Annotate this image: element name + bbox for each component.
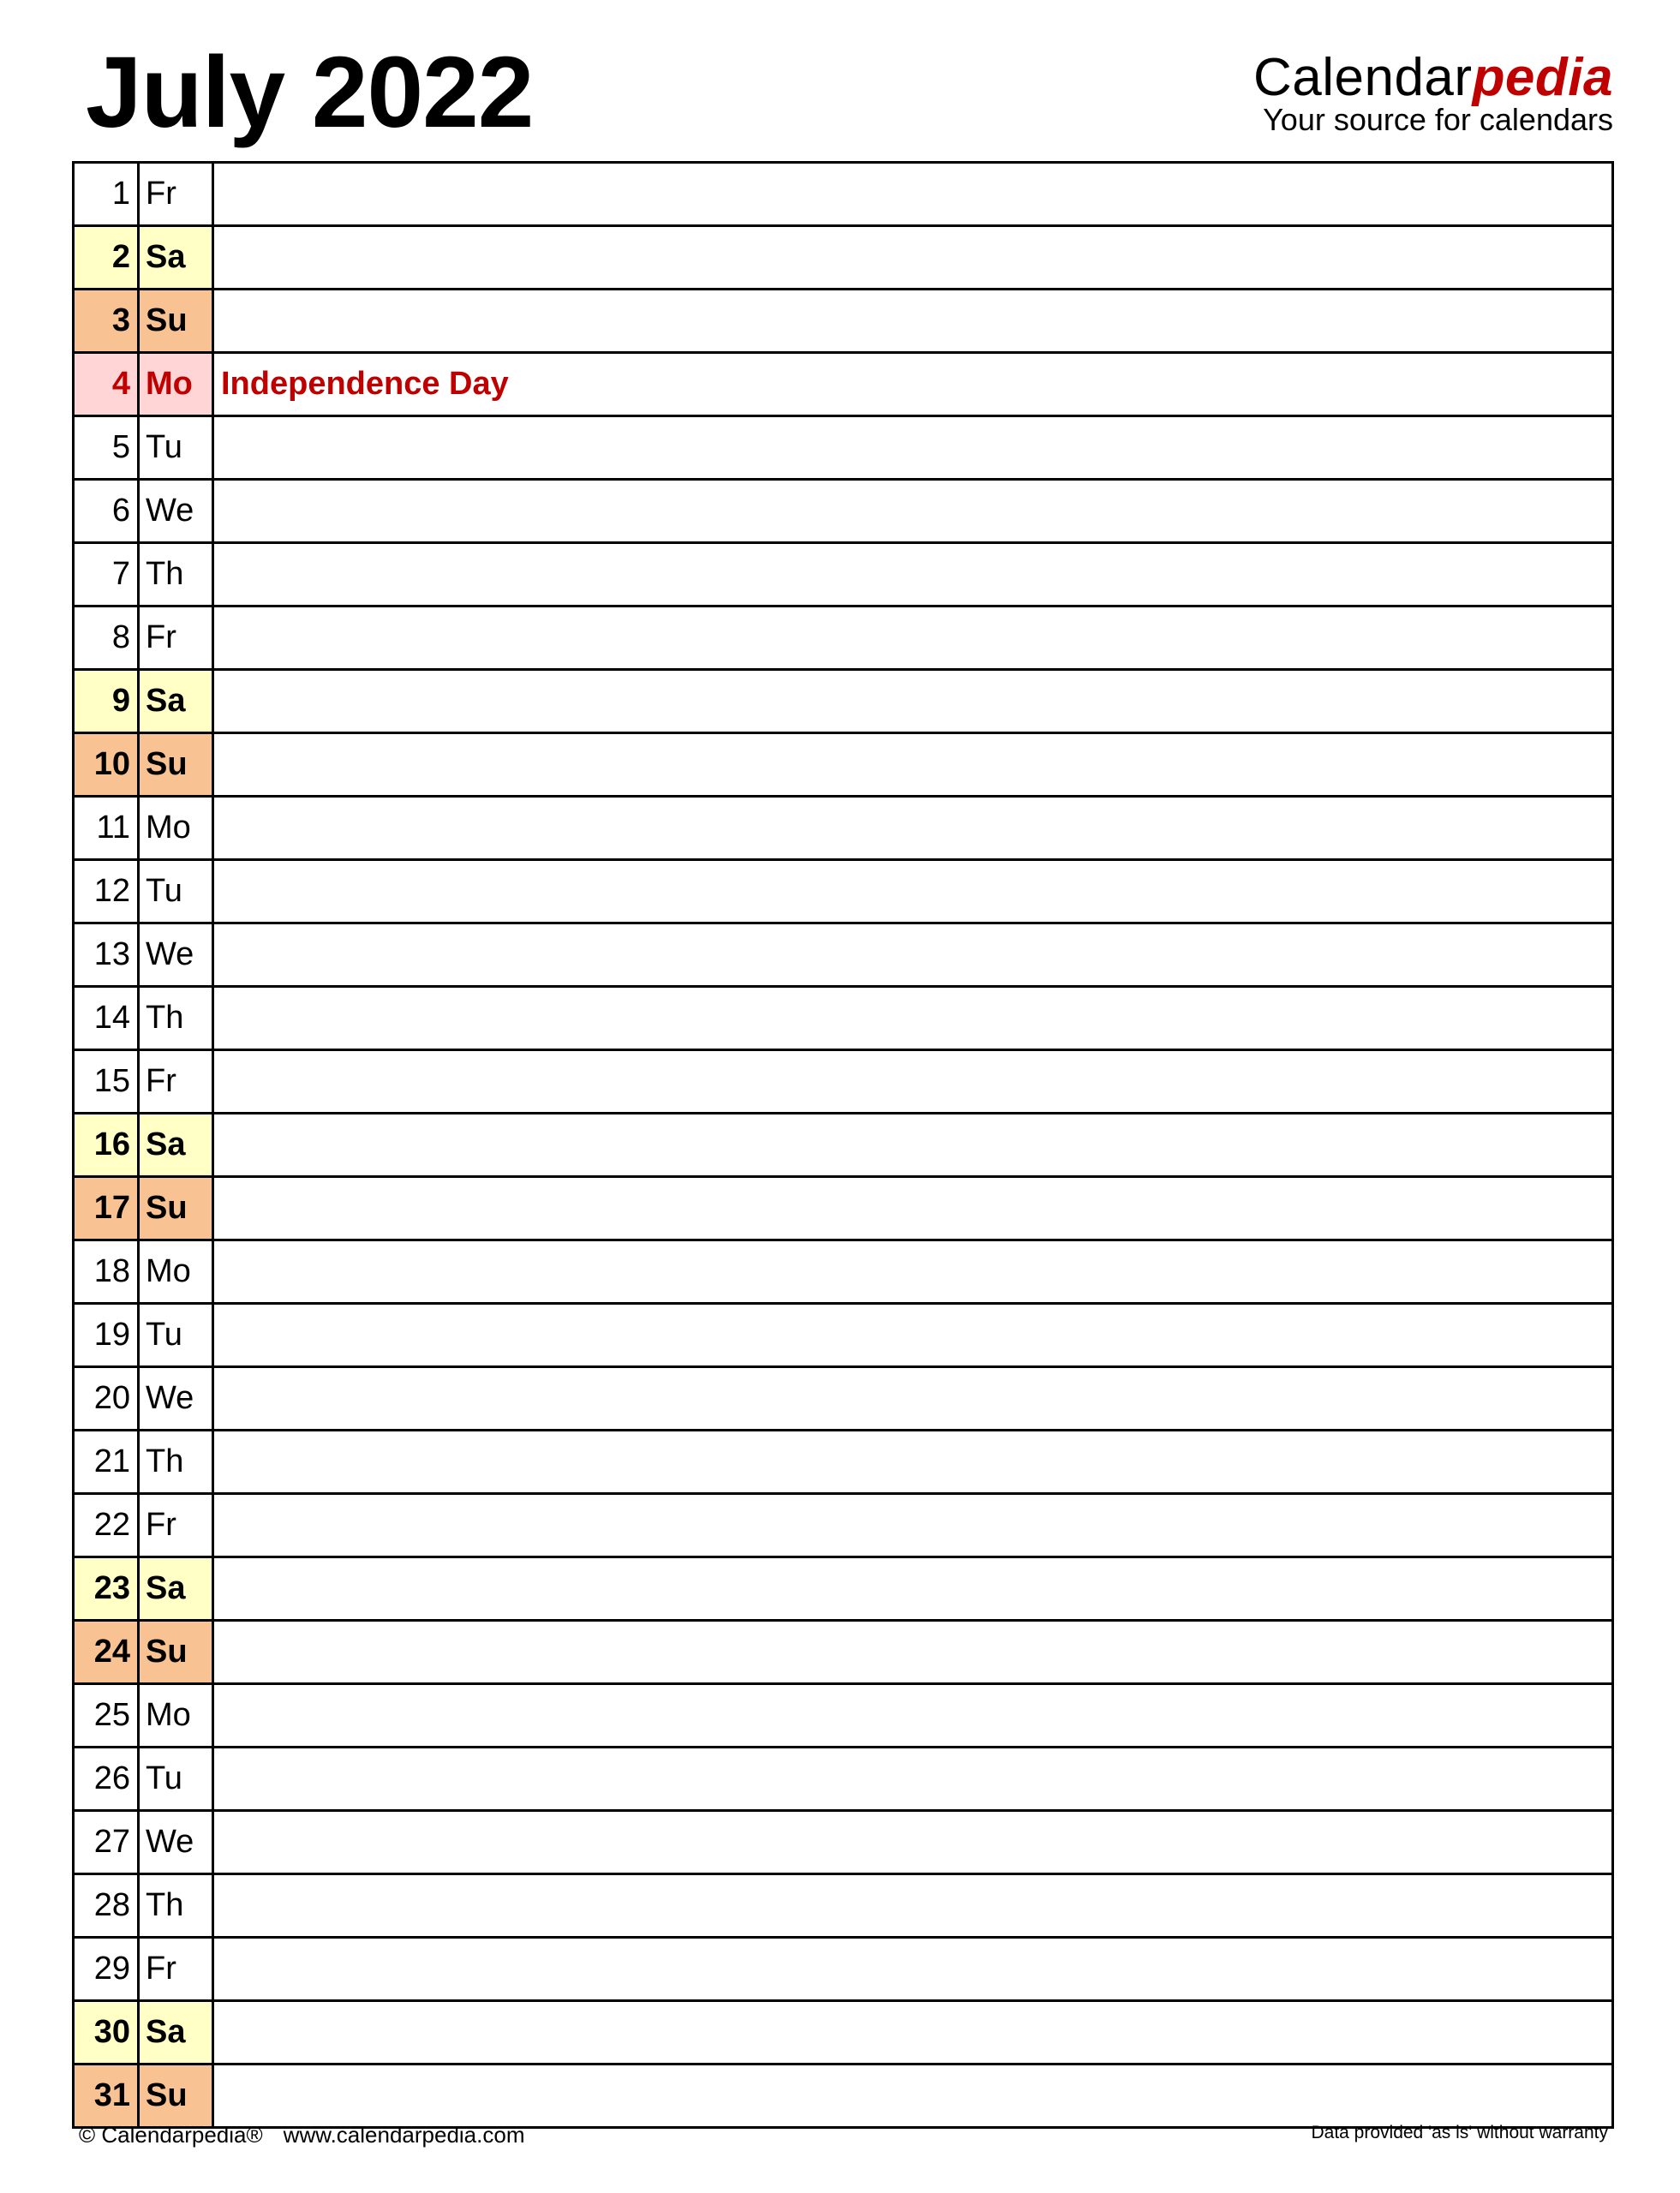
day-of-week: Tu xyxy=(140,417,214,478)
day-of-week: We xyxy=(140,924,214,985)
day-of-week: Mo xyxy=(140,798,214,858)
calendar-row xyxy=(75,1812,1611,1875)
day-number: 31 xyxy=(75,2065,140,2126)
day-of-week: Fr xyxy=(140,1939,214,1999)
calendar-row xyxy=(75,1939,1611,2002)
day-number: 7 xyxy=(75,544,140,605)
calendar-row xyxy=(75,544,1611,607)
day-number: 9 xyxy=(75,671,140,732)
day-of-week: Fr xyxy=(140,1051,214,1112)
day-of-week: Sa xyxy=(140,2002,214,2063)
day-number: 20 xyxy=(75,1368,140,1429)
day-note[interactable] xyxy=(214,227,1611,288)
day-of-week: Fr xyxy=(140,1495,214,1556)
day-of-week: Su xyxy=(140,2065,214,2126)
day-of-week: Sa xyxy=(140,1114,214,1175)
day-of-week: Sa xyxy=(140,1558,214,1619)
day-of-week: We xyxy=(140,1368,214,1429)
day-number: 21 xyxy=(75,1431,140,1492)
calendar-row xyxy=(75,481,1611,544)
day-note[interactable] xyxy=(214,734,1611,795)
website-link[interactable]: www.calendarpedia.com xyxy=(283,2122,525,2148)
day-number: 17 xyxy=(75,1178,140,1239)
day-note[interactable] xyxy=(214,481,1611,541)
day-note[interactable] xyxy=(214,544,1611,605)
day-number: 2 xyxy=(75,227,140,288)
day-note[interactable] xyxy=(214,1622,1611,1682)
brand-name-main: Calendar xyxy=(1253,48,1473,107)
day-of-week: Su xyxy=(140,734,214,795)
day-of-week: Sa xyxy=(140,671,214,732)
calendar-row xyxy=(75,354,1611,417)
day-of-week: We xyxy=(140,1812,214,1873)
calendar-row xyxy=(75,1431,1611,1495)
day-number: 18 xyxy=(75,1241,140,1302)
day-number: 25 xyxy=(75,1685,140,1746)
calendar-row xyxy=(75,417,1611,481)
calendar-row xyxy=(75,1241,1611,1305)
day-of-week: Su xyxy=(140,1178,214,1239)
day-number: 10 xyxy=(75,734,140,795)
day-number: 27 xyxy=(75,1812,140,1873)
day-of-week: Th xyxy=(140,988,214,1049)
day-note[interactable] xyxy=(214,2065,1611,2126)
calendar-row xyxy=(75,671,1611,734)
day-note[interactable]: Independence Day xyxy=(221,366,509,402)
brand-logo xyxy=(1253,50,1613,135)
day-note[interactable] xyxy=(214,1812,1611,1873)
day-of-week: Th xyxy=(140,1875,214,1936)
day-number: 19 xyxy=(75,1305,140,1365)
calendar-row xyxy=(75,607,1611,671)
day-note[interactable] xyxy=(214,1875,1611,1936)
day-note[interactable] xyxy=(214,1305,1611,1365)
day-number: 3 xyxy=(75,290,140,351)
calendar-row xyxy=(75,798,1611,861)
day-of-week: Mo xyxy=(140,1241,214,1302)
footer-left xyxy=(79,2122,524,2148)
calendar-row xyxy=(75,988,1611,1051)
day-note[interactable] xyxy=(214,1685,1611,1746)
day-number: 30 xyxy=(75,2002,140,2063)
day-number: 29 xyxy=(75,1939,140,1999)
day-note[interactable] xyxy=(214,924,1611,985)
day-of-week: Fr xyxy=(140,164,214,224)
calendar-table xyxy=(72,161,1614,2129)
day-note[interactable] xyxy=(214,988,1611,1049)
day-note[interactable] xyxy=(214,1241,1611,1302)
calendar-row xyxy=(75,1622,1611,1685)
day-note[interactable] xyxy=(214,1939,1611,1999)
day-number: 4 xyxy=(75,354,140,415)
day-note[interactable] xyxy=(214,164,1611,224)
calendar-row xyxy=(75,227,1611,290)
day-of-week: Sa xyxy=(140,227,214,288)
day-number: 24 xyxy=(75,1622,140,1682)
day-number: 14 xyxy=(75,988,140,1049)
day-number: 26 xyxy=(75,1748,140,1809)
copyright-text: © Calendarpedia® xyxy=(79,2122,263,2148)
day-note[interactable] xyxy=(214,1558,1611,1619)
calendar-row xyxy=(75,924,1611,988)
day-of-week: Su xyxy=(140,290,214,351)
day-number: 13 xyxy=(75,924,140,985)
calendar-row xyxy=(75,1368,1611,1431)
day-number: 22 xyxy=(75,1495,140,1556)
day-number: 16 xyxy=(75,1114,140,1175)
day-number: 11 xyxy=(75,798,140,858)
day-note[interactable] xyxy=(214,671,1611,732)
day-of-week: Tu xyxy=(140,1305,214,1365)
day-of-week: Fr xyxy=(140,607,214,668)
calendar-row xyxy=(75,1051,1611,1114)
day-note[interactable] xyxy=(214,1431,1611,1492)
page-title: July 2022 xyxy=(86,36,534,149)
day-number: 15 xyxy=(75,1051,140,1112)
brand-name-accent: pedia xyxy=(1472,48,1613,107)
disclaimer-text: Data provided 'as is' without warranty xyxy=(1311,2123,1608,2142)
calendar-row xyxy=(75,1558,1611,1622)
day-note[interactable] xyxy=(214,2002,1611,2063)
day-number: 28 xyxy=(75,1875,140,1936)
day-number: 6 xyxy=(75,481,140,541)
day-note[interactable] xyxy=(214,290,1611,351)
day-of-week: Th xyxy=(140,544,214,605)
day-note[interactable] xyxy=(214,607,1611,668)
calendar-row xyxy=(75,861,1611,924)
calendar-row xyxy=(75,1685,1611,1748)
day-note[interactable] xyxy=(214,861,1611,922)
day-number: 23 xyxy=(75,1558,140,1619)
day-of-week: Tu xyxy=(140,861,214,922)
day-note[interactable] xyxy=(214,1178,1611,1239)
brand-tagline: Your source for calendars xyxy=(1263,102,1613,137)
brand-name xyxy=(1253,50,1613,106)
day-number: 12 xyxy=(75,861,140,922)
calendar-row xyxy=(75,1875,1611,1939)
day-number: 5 xyxy=(75,417,140,478)
calendar-row xyxy=(75,1495,1611,1558)
day-number: 1 xyxy=(75,164,140,224)
day-note[interactable] xyxy=(214,1051,1611,1112)
calendar-row xyxy=(75,1305,1611,1368)
calendar-row xyxy=(75,1178,1611,1241)
calendar-row xyxy=(75,164,1611,227)
day-note[interactable] xyxy=(214,417,1611,478)
calendar-row xyxy=(75,2002,1611,2065)
day-of-week: Su xyxy=(140,1622,214,1682)
day-of-week: Mo xyxy=(140,1685,214,1746)
calendar-row xyxy=(75,1748,1611,1812)
day-of-week: Mo xyxy=(140,354,214,415)
calendar-row xyxy=(75,734,1611,798)
day-of-week: Th xyxy=(140,1431,214,1492)
day-note[interactable] xyxy=(214,798,1611,858)
day-note[interactable] xyxy=(214,1114,1611,1175)
day-of-week: Tu xyxy=(140,1748,214,1809)
day-note[interactable] xyxy=(214,1748,1611,1809)
day-of-week: We xyxy=(140,481,214,541)
day-note[interactable] xyxy=(214,1495,1611,1556)
day-note[interactable] xyxy=(214,1368,1611,1429)
calendar-row xyxy=(75,290,1611,354)
day-number: 8 xyxy=(75,607,140,668)
calendar-row xyxy=(75,2065,1611,2129)
calendar-row xyxy=(75,1114,1611,1178)
